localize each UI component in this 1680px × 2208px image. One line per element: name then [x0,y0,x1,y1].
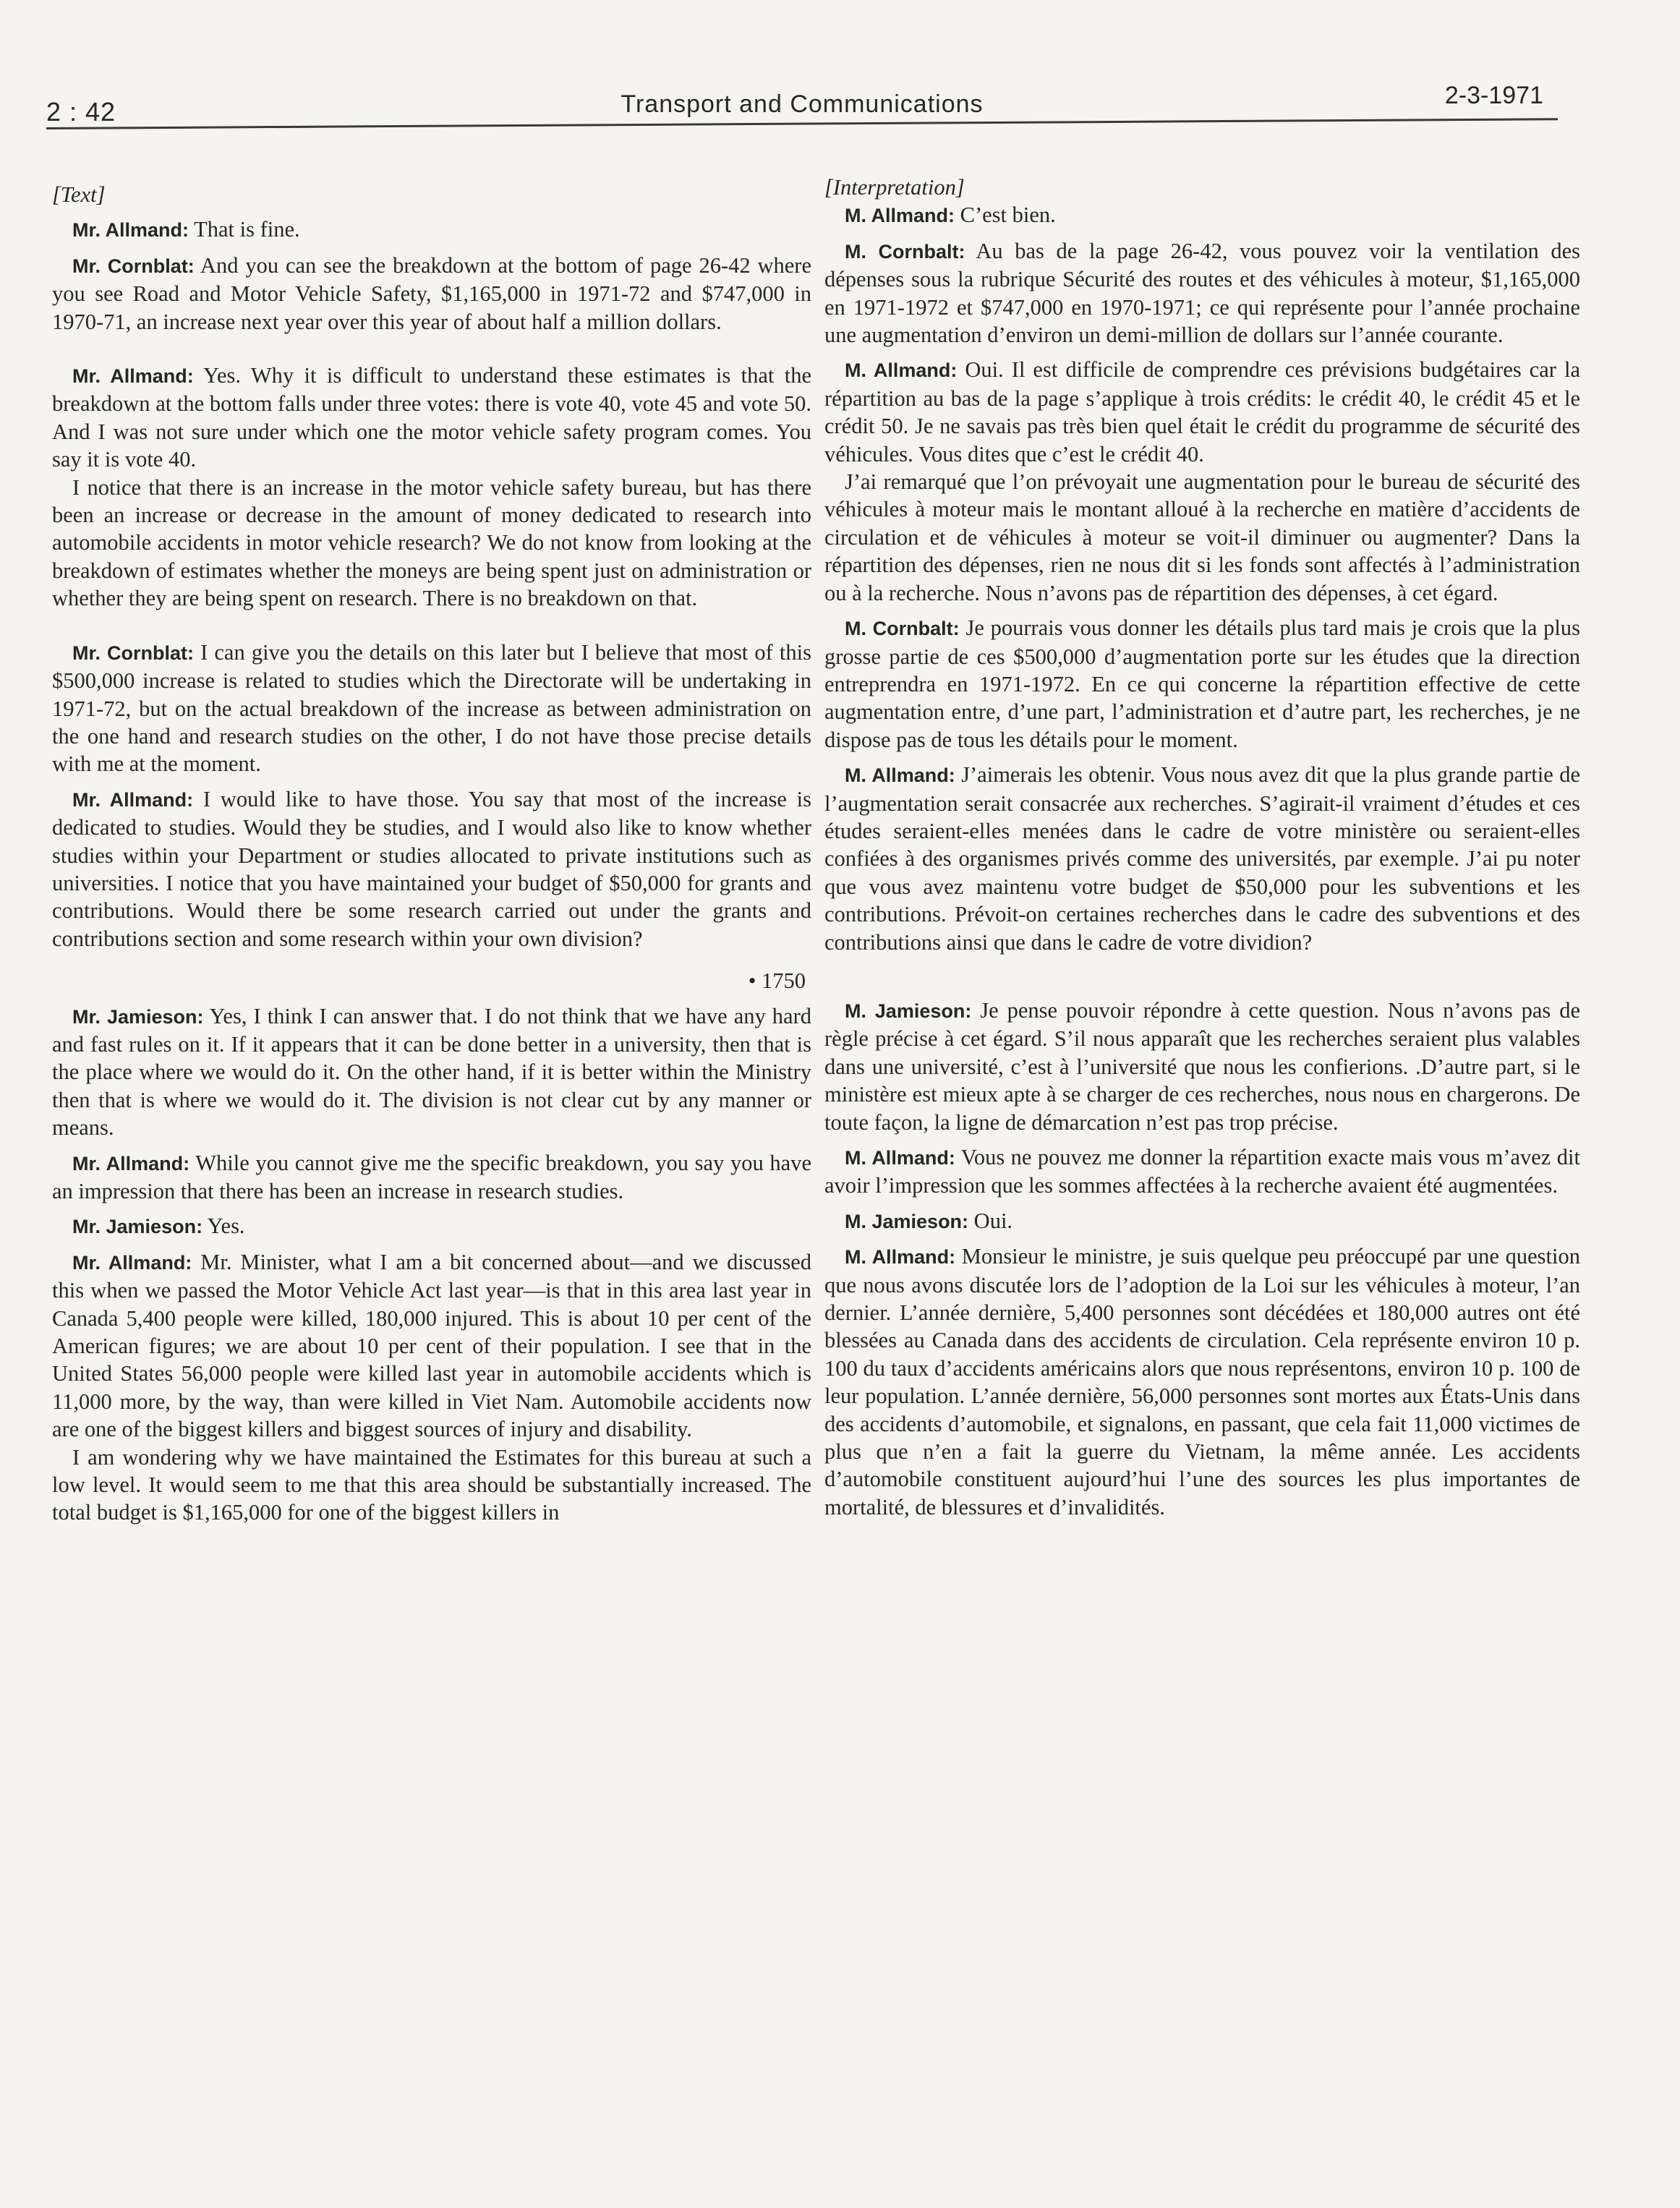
speaker-name: Mr. Allmand: [72,788,194,811]
running-title: Transport and Communications [621,90,984,118]
speaker-name: Mr. Allmand: [72,219,189,242]
paragraph-text: Monsieur le ministre, je suis quelque peu préoccupé par une question que nous avons discutée lors de l’adoption de la Loi sur les véhicules à moteur, l’an dernier. L’année dernière, 5,400 personnes sont décédées et 180,000 autres ont été blessées au Canada dans des accidents de circulation. Cela représente environ 10 p. 100 du taux d’accidents américains alors que nous représentons, environ 10 p. 100 de leur population. L’année dernière, 56,000 personnes sont mortes aux États-Unis dans des accidents d’automobile, et signalons, en passant, que cela fait 11,000 victimes de plus que n’en a fait la guerre du Vietnam, la même année. Les accidents d’automobile constituent aujourd’hui l’une des sources les plus importantes de mortalité, de blessures et d’invalidités. [824,1244,1580,1519]
paragraph-text: C’est bien. [955,203,1056,228]
paragraph-text: Je pense pouvoir répondre à cette question. Nous n’avons pas de règle précise à cet égard. S’il nous apparaît que les recherches seraient plus valables dans une université, c’est à l’université que nous les confierions. .D’autre part, si le ministère est mieux apte à se charger de ces recherches, nous nous en chargerons. De toute façon, la ligne de démarcation n’est pas trop précise. [824,997,1580,1135]
french-column [824,174,1580,1521]
paragraph [52,474,811,613]
paragraph-text: Yes, I think I can answer that. I do not think that we have any hard and fast rules on it. If it appears that it can be done better in a university, then that is the place where we would do it. On the other hand, if it is better within the Ministry then that is where we would do it. The division is not clear cut by any manner or means. [52,1003,811,1141]
english-column [52,181,811,1527]
paragraph-text: That is fine. [189,217,300,242]
page-number: 2 : 42 [46,97,116,127]
paragraph [52,362,811,474]
paragraph [52,1248,811,1444]
paragraph-text: Au bas de la page 26-42, vous pouvez voir la ventilation des dépenses sous la rubrique Sécurité des routes et des véhicules à moteur, $1,165,000 en 1971-1972 et $747,000 en 1970-1971; ce qui représente pour l’année prochaine une augmentation d’environ un demi-million de dollars sur l’année courante. [824,238,1580,348]
paragraph [52,639,811,778]
paragraph [824,356,1580,468]
paragraph-text: Oui. Il est difficile de comprendre ces prévisions budgétaires car la répartition au bas de la page s’applique à trois crédits: le crédit 40, le crédit 45 et le crédit 50. Je ne savais pas très bien quel était le crédit du programme de sécurité des véhicules. Vous dites que c’est le crédit 40. [824,357,1580,466]
paragraph [52,216,811,244]
paragraph [52,785,811,952]
paragraph [824,1242,1580,1521]
paragraph-text: J’aimerais les obtenir. Vous nous avez dit que la plus grande partie de l’augmentation serait consacrée aux recherches. S’agirait-il vraiment d’études et ces études seraient-elles menées dans le cadre de votre ministère ou seraient-elles confiées à des organismes privés comme des universités, par exemple. J’ai pu noter que vous avez maintenu votre budget de $50,000 pour les subventions et les contributions. Prévoit-on certaines recherches dans le cadre des subventions et des contributions ainsi que dans le cadre de votre dividion? [824,762,1581,955]
speaker-name: Mr. Allmand: [72,1152,190,1175]
speaker-name: Mr. Allmand: [72,365,194,388]
section-tag: [Text] [52,182,106,207]
speaker-name: Mr. Jamieson: [72,1216,203,1238]
paragraph-text: Yes. [202,1214,245,1239]
paragraph [824,468,1580,607]
paragraph [824,997,1580,1136]
speaker-name: Mr. Cornblat: [72,255,195,277]
paragraph-text: Oui. [968,1208,1013,1233]
paragraph [52,1212,811,1240]
section-tag: [Interpretation] [824,175,965,200]
speaker-name: M. Allmand: [845,764,955,787]
paragraph [824,237,1580,349]
paragraph [824,1207,1580,1235]
paragraph [52,1002,811,1142]
paragraph-text: Je pourrais vous donner les détails plus tard mais je crois que la plus grosse partie de ces $500,000 d’augmentation porte sur les études que la direction entreprendra en 1971-1972. En ce qui concerne la répartition effective de cette augmentation entre, d’une part, l’administration et d’autre part, les recherches, je ne dispose pas de tous les détails pour le moment. [824,615,1581,752]
speaker-name: M. Allmand: [845,205,955,227]
paragraph-text: While you cannot give me the specific breakdown, you say you have an impression that there has been an increase in research studies. [52,1150,811,1203]
speaker-name: M. Allmand: [845,1246,956,1269]
header-date: 2-3-1971 [1444,82,1543,109]
speaker-name: M. Cornbalt: [845,618,960,640]
speaker-name: M. Jamieson: [845,999,972,1022]
speaker-name: Mr. Cornblat: [72,641,194,664]
paragraph [52,1444,811,1527]
paragraph [824,614,1580,754]
paragraph-text: Vous ne pouvez me donner la répartition exacte mais vous m’avez dit avoir l’impression que les sommes affectées à la recherche avaient été augmentées. [824,1145,1580,1198]
paragraph [52,252,811,336]
speaker-name: M. Jamieson: [845,1210,969,1232]
paragraph-text: I would like to have those. You say that most of the increase is dedicated to studies. Would they be studies, and I would also like to know whether studies within your Department or studies allocated to private institutions such as universities. I notice that you have maintained your budget of $50,000 for grants and contributions. Would there be some research carried out under the grants and contributions section and some research within your own division? [52,786,811,951]
paragraph-text: I notice that there is an increase in the motor vehicle safety bureau, but has there been an increase or decrease in the amount of money dedicated to research into automobile accidents in motor vehicle research? We do not know from looking at the breakdown of estimates whether the moneys are being spent just on administration or whether they are being spent on research. There is no breakdown on that. [52,474,811,611]
paragraph-text: J’ai remarqué que l’on prévoyait une augmentation pour le bureau de sécurité des véhicules à moteur mais le montant alloué à la recherche en matière d’accidents de circulation et de véhicules à moteur se voit-il diminuer ou augmenter? Dans la répartition des dépenses, rien ne nous dit si les fonds sont affectés à l’administration ou à la recherche. Nous n’avons pas de répartition des dépenses, à cet égard. [824,469,1580,605]
paragraph-text: And you can see the breakdown at the bottom of page 26-42 where you see Road and Motor Vehicle Safety, $1,165,000 in 1971-72 and $747,000 in 1970-71, an increase next year over this year of about half a million dollars. [52,252,811,334]
speaker-name: Mr. Allmand: [72,1251,192,1274]
speaker-name: M. Cornbalt: [845,240,965,263]
speaker-name: M. Allmand: [845,359,958,382]
speaker-name: M. Allmand: [845,1147,955,1169]
paragraph-text: Yes. Why it is difficult to understand these estimates is that the breakdown at the bottom falls under three votes: there is vote 40, vote 45 and vote 50. And I was not sure under which one the motor vehicle safety program comes. You say it is vote 40. [52,363,812,472]
paragraph [824,1143,1580,1200]
paragraph [824,761,1580,956]
paragraph-text: Mr. Minister, what I am a bit concerned about—and we discussed this when we passed the Motor Vehicle Act last year—is that in this area last year in Canada 5,400 people were killed, 180,000 injured. This is about 10 per cent of the American figures; we are about 10 per cent of their population. I see that in the United States 56,000 people were killed last year in automobile accidents which is 11,000 more, by the way, than were killed in Viet Nam. Automobile accidents now are one of the biggest killers and biggest sources of injury and disability. [52,1249,811,1442]
speaker-name: Mr. Jamieson: [72,1005,204,1028]
paragraph-text: I can give you the details on this later but I believe that most of this $500,000 increase is related to studies which the Directorate will be undertaking in 1971-72, but on the actual breakdown of the increase as between administration on the one hand and research studies on the other, I do not have those precise details with me at the moment. [52,639,811,777]
paragraph-text: I am wondering why we have maintained the Estimates for this bureau at such a low level. It would seem to me that this area should be substantially increased. The total budget is $1,165,000 for one of the biggest killers in [52,1444,811,1525]
paragraph [52,1149,811,1206]
paragraph [824,201,1580,229]
time-marker: • 1750 [748,968,806,994]
